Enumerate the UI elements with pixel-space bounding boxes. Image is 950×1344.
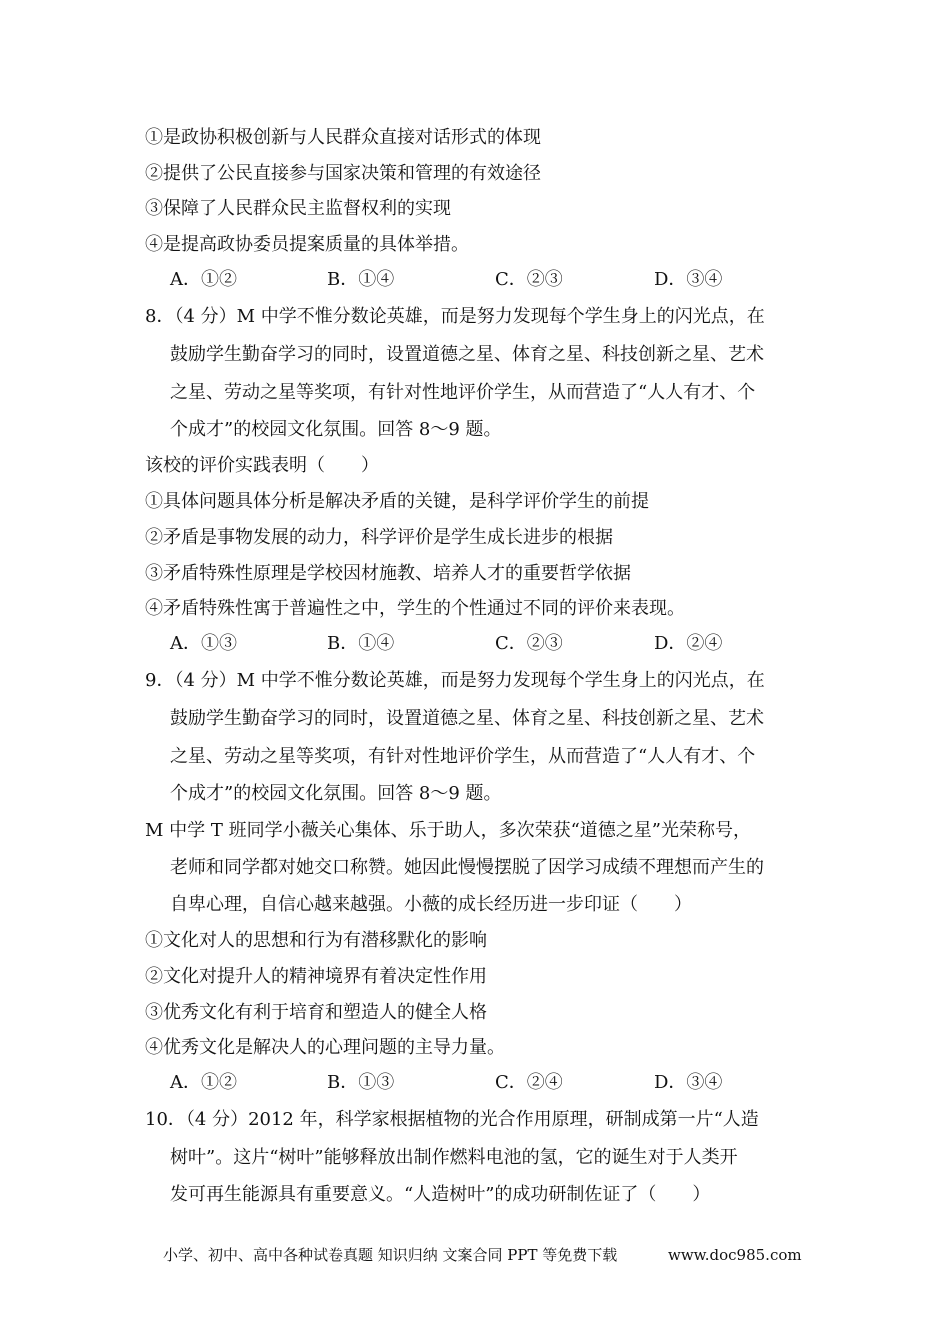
q7-item-3: ③保障了人民群众民主监督权利的实现 xyxy=(145,198,451,219)
footer-text: 小学、初中、高中各种试卷真题 知识归纳 文案合同 PPT 等免费下载 xyxy=(163,1246,618,1264)
q7-item-2: ②提供了公民直接参与国家决策和管理的有效途径 xyxy=(145,163,541,184)
q8-item-4: ④矛盾特殊性寓于普遍性之中，学生的个性通过不同的评价来表现。 xyxy=(145,598,685,619)
q9-option-a[interactable]: A．①② xyxy=(170,1072,237,1093)
q9-item-4: ④优秀文化是解决人的心理问题的主导力量。 xyxy=(145,1037,505,1058)
q9-stem-line-1: 9．（4 分）M 中学不惟分数论英雄，而是努力发现每个学生身上的闪光点，在 xyxy=(145,670,765,691)
q9-option-c[interactable]: C．②④ xyxy=(495,1072,563,1093)
q9-stem-line-2: 鼓励学生勤奋学习的同时，设置道德之星、体育之星、科技创新之星、艺术 xyxy=(170,708,764,729)
q10-stem-line-2: 树叶”。这片“树叶”能够释放出制作燃料电池的氢，它的诞生对于人类开 xyxy=(170,1147,738,1168)
q8-item-1: ①具体问题具体分析是解决矛盾的关键，是科学评价学生的前提 xyxy=(145,491,649,512)
q8-option-b[interactable]: B．①④ xyxy=(327,633,395,654)
q8-item-3: ③矛盾特殊性原理是学校因材施教、培养人才的重要哲学依据 xyxy=(145,563,631,584)
q9-question-line-3: 自卑心理，自信心越来越强。小薇的成长经历进一步印证（ ） xyxy=(170,894,692,915)
q9-stem-line-3: 之星、劳动之星等奖项，有针对性地评价学生，从而营造了“人人有才、个 xyxy=(170,746,756,767)
q10-stem-line-1: 10．（4 分）2012 年，科学家根据植物的光合作用原理，研制成第一片“人造 xyxy=(145,1109,759,1130)
q7-option-b[interactable]: B．①④ xyxy=(327,269,395,290)
footer-site-link[interactable]: www.doc985.com xyxy=(668,1246,802,1264)
q9-stem-line-4: 个成才”的校园文化氛围。回答 8～9 题。 xyxy=(170,783,502,804)
q10-stem-line-3: 发可再生能源具有重要意义。“人造树叶”的成功研制佐证了（ ） xyxy=(170,1184,711,1205)
q8-option-a[interactable]: A．①③ xyxy=(170,633,237,654)
q8-stem-line-1: 8．（4 分）M 中学不惟分数论英雄，而是努力发现每个学生身上的闪光点，在 xyxy=(145,306,765,327)
q7-option-a[interactable]: A．①② xyxy=(170,269,237,290)
q7-item-4: ④是提高政协委员提案质量的具体举措。 xyxy=(145,234,469,255)
q9-item-3: ③优秀文化有利于培育和塑造人的健全人格 xyxy=(145,1002,487,1023)
q8-option-c[interactable]: C．②③ xyxy=(495,633,563,654)
q9-item-2: ②文化对提升人的精神境界有着决定性作用 xyxy=(145,966,487,987)
q7-option-c[interactable]: C．②③ xyxy=(495,269,563,290)
q8-item-2: ②矛盾是事物发展的动力，科学评价是学生成长进步的根据 xyxy=(145,527,613,548)
q8-stem-line-4: 个成才”的校园文化氛围。回答 8～9 题。 xyxy=(170,419,502,440)
q8-stem-line-2: 鼓励学生勤奋学习的同时，设置道德之星、体育之星、科技创新之星、艺术 xyxy=(170,344,764,365)
q9-question-line-1: M 中学 T 班同学小薇关心集体、乐于助人，多次荣获“道德之星”光荣称号， xyxy=(145,820,752,841)
q8-question: 该校的评价实践表明（ ） xyxy=(145,455,379,476)
page-footer xyxy=(163,1245,802,1265)
q8-option-d[interactable]: D．②④ xyxy=(654,633,723,654)
q9-option-d[interactable]: D．③④ xyxy=(654,1072,723,1093)
q8-stem-line-3: 之星、劳动之星等奖项，有针对性地评价学生，从而营造了“人人有才、个 xyxy=(170,382,756,403)
q7-item-1: ①是政协积极创新与人民群众直接对话形式的体现 xyxy=(145,127,541,148)
q9-question-line-2: 老师和同学都对她交口称赞。她因此慢慢摆脱了因学习成绩不理想而产生的 xyxy=(170,857,764,878)
q9-option-b[interactable]: B．①③ xyxy=(327,1072,395,1093)
q9-item-1: ①文化对人的思想和行为有潜移默化的影响 xyxy=(145,930,487,951)
q7-option-d[interactable]: D．③④ xyxy=(654,269,723,290)
